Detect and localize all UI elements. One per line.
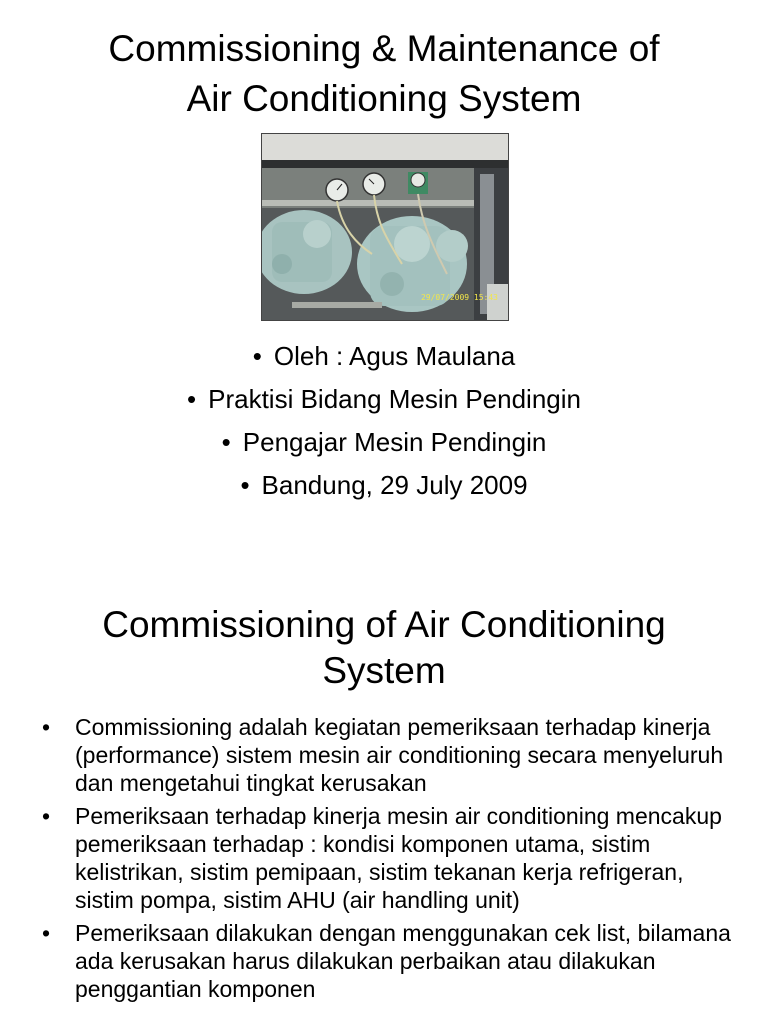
list-item: • Bandung, 29 July 2009: [0, 464, 768, 507]
list-item: • Commissioning adalah kegiatan pemeriksaan terhadap kinerja (performance) sistem mesin air conditioning secara menyeluruh dan mengetahui tingkat kerusakan: [40, 713, 740, 797]
slide-2-title: [20, 602, 748, 694]
list-item: • Pemeriksaan dilakukan dengan menggunakan cek list, bilamana ada kerusakan harus dilakukan perbaikan atau dilakukan penggantian komponen: [40, 919, 740, 1003]
slide-1-title: [20, 24, 748, 124]
photo-timestamp: 29/07/2009 15:43: [420, 293, 498, 302]
compressor-photo: [261, 133, 509, 321]
commissioning-bullet-list: [40, 713, 740, 1008]
list-item: • Pengajar Mesin Pendingin: [0, 421, 768, 464]
title-line-2: Air Conditioning System: [186, 78, 582, 119]
title-line-2: System: [322, 650, 446, 691]
author-info-list: [0, 335, 768, 507]
list-item: • Pemeriksaan terhadap kinerja mesin air conditioning mencakup pemeriksaan terhadap : kondisi komponen utama, sistim kelistrikan, sistim pemipaan, sistim tekanan kerja refrigeran, sistim pompa, sistim AHU (air handling unit): [40, 802, 740, 914]
title-line-1: Commissioning of Air Conditioning: [102, 604, 666, 645]
slide-2: [0, 576, 768, 1024]
list-item: • Praktisi Bidang Mesin Pendingin: [0, 378, 768, 421]
title-line-1: Commissioning & Maintenance of: [108, 28, 660, 69]
list-item: • Oleh : Agus Maulana: [0, 335, 768, 378]
